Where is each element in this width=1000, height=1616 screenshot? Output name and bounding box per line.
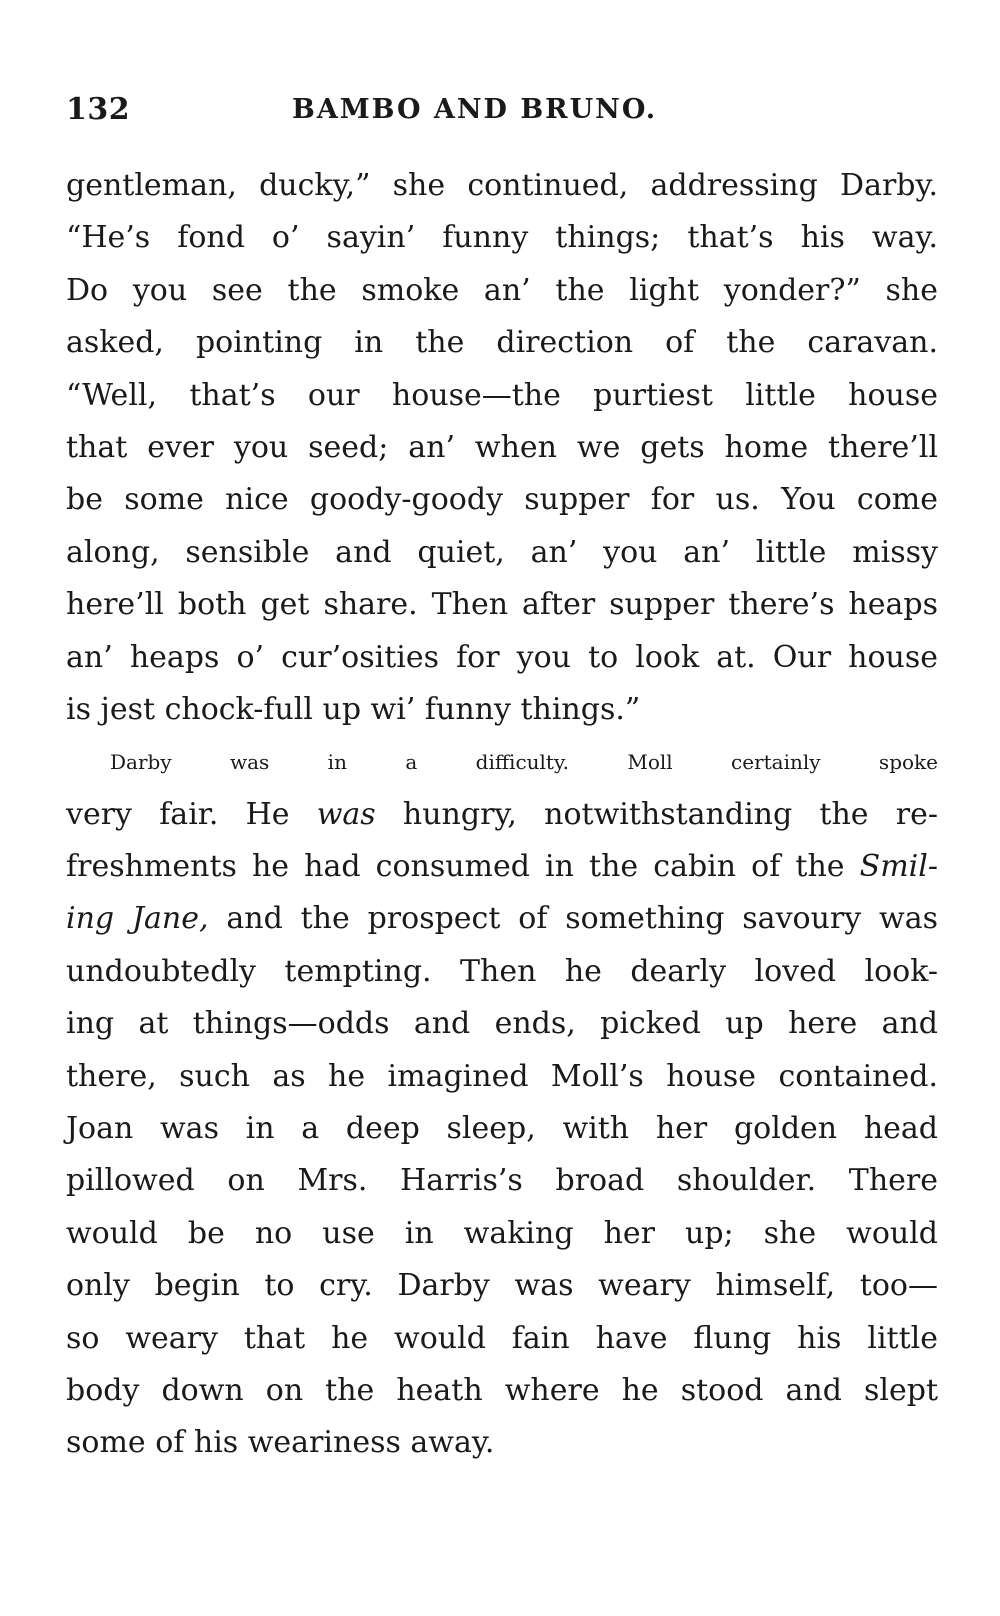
text-line: there, such as he imagined Moll’s house contained. [66,1058,938,1094]
text-line: gentleman, ducky,” she continued, addressing Darby. [66,168,938,203]
text-line: would be no use in waking her up; she would [66,1215,938,1251]
text-fragment: hungry, notwithstanding the re- [402,796,938,832]
text-fragment: freshments he had consumed in the cabin of the [66,849,845,885]
running-head [66,92,938,132]
text-line: an’ heaps o’ cur’osities for you to look at. Our house [66,639,938,675]
body-text [66,160,938,1470]
text-line: only begin to cry. Darby was weary himself, too— [66,1268,938,1304]
text-line: Do you see the smoke an’ the light yonder?” she [66,272,938,308]
italic-ship-name: Smil- [859,849,938,885]
text-line: pillowed on Mrs. Harris’s broad shoulder. There [66,1163,938,1199]
page-number: 132 [66,92,131,127]
text-line: that ever you seed; an’ when we gets home there’ll [66,429,938,465]
running-title: BAMBO AND BRUNO. [292,94,658,125]
text-line: here’ll both get share. Then after supper there’s heaps [66,587,938,623]
text-line: so weary that he would fain have flung his little [66,1320,938,1356]
text-line-with-italic [66,893,938,945]
text-line: ing at things—odds and ends, picked up here and [66,1006,938,1042]
text-line: “Well, that’s our house—the purtiest little house [66,377,938,413]
text-line: “He’s fond o’ sayin’ funny things; that’s his way. [66,220,938,256]
text-line: be some nice goody-goody supper for us. You come [66,482,938,518]
text-line-with-italic [66,841,938,893]
text-line: along, sensible and quiet, an’ you an’ little missy [66,534,938,570]
text-line: asked, pointing in the direction of the caravan. [66,325,938,361]
text-line: some of his weariness away. [66,1425,495,1461]
text-line: is jest chock-full up wi’ funny things.” [66,691,641,727]
text-line: body down on the heath where he stood and slept [66,1372,938,1408]
text-fragment: very fair. He [66,796,290,832]
text-line: Joan was in a deep sleep, with her golden head [66,1111,938,1147]
text-line: Darby was in a difficulty. Moll certainly spoke [110,750,938,775]
italic-ship-name: ing Jane, [66,901,209,937]
italic-word: was [316,796,376,832]
text-line-with-italic [66,789,938,841]
text-line: undoubtedly tempting. Then he dearly loved look- [66,953,938,989]
text-fragment: and the prospect of something savoury was [226,901,938,937]
